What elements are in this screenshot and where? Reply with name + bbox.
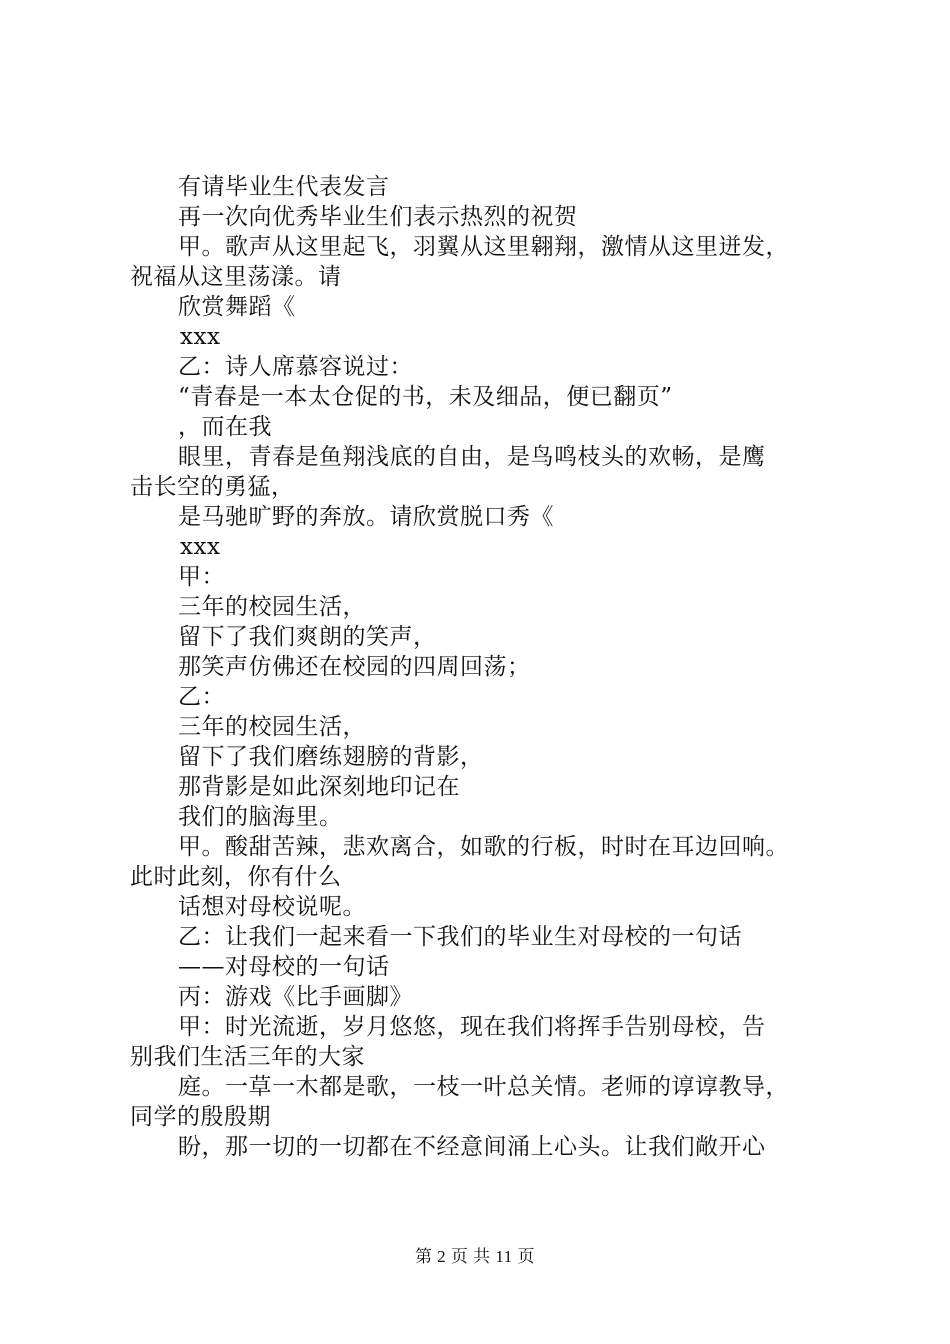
text-line: 甲：时光流逝，岁月悠悠，现在我们将挥手告别母校，告 [178, 1014, 766, 1040]
text-line: 那背影是如此深刻地印记在 [178, 774, 460, 800]
text-line: 甲。歌声从这里起飞，羽翼从这里翱翔，激情从这里迸发， [178, 234, 789, 260]
text-line: 我们的脑海里。 [178, 804, 343, 830]
text-line: 庭。一草一木都是歌，一枝一叶总关情。老师的谆谆教导， [178, 1074, 789, 1100]
text-line: ，而在我 [178, 414, 272, 440]
text-line: 别我们生活三年的大家 [130, 1044, 365, 1070]
text-line: xxx [180, 534, 221, 560]
text-line: 再一次向优秀毕业生们表示热烈的祝贺 [178, 204, 578, 230]
text-line: 留下了我们磨练翅膀的背影， [178, 744, 484, 770]
text-line: 丙：游戏《比手画脚》 [178, 984, 413, 1010]
text-line: 乙：让我们一起来看一下我们的毕业生对母校的一句话 [178, 924, 742, 950]
text-line: ——对母校的一句话 [178, 954, 390, 980]
text-line: 三年的校园生活， [178, 714, 366, 740]
text-line: 乙：诗人席慕容说过： [178, 354, 413, 380]
text-line: xxx [180, 324, 221, 350]
text-line: 甲： [178, 564, 225, 590]
text-line: 那笑声仿佛还在校园的四周回荡； [178, 654, 531, 680]
text-line: 眼里，青春是鱼翔浅底的自由，是鸟鸣枝头的欢畅，是鹰 [178, 444, 766, 470]
document-body [130, 172, 850, 1162]
text-line: 同学的殷殷期 [130, 1104, 271, 1130]
text-line: 盼，那一切的一切都在不经意间涌上心头。让我们敞开心 [178, 1134, 766, 1160]
page-number-footer: 第 2 页 共 11 页 [414, 1247, 536, 1266]
text-line: 甲。酸甜苦辣，悲欢离合，如歌的行板，时时在耳边回响。 [178, 834, 789, 860]
text-line: 击长空的勇猛， [130, 474, 295, 500]
text-line: 欣赏舞蹈《 [178, 294, 296, 320]
text-line: 是马驰旷野的奔放。请欣赏脱口秀《 [178, 504, 554, 530]
text-line: 有请毕业生代表发言 [178, 174, 390, 200]
text-line: 话想对母校说呢。 [178, 894, 366, 920]
text-line: 此时此刻，你有什么 [130, 864, 342, 890]
text-line: 留下了我们爽朗的笑声， [178, 624, 437, 650]
text-line: 祝福从这里荡漾。请 [130, 264, 342, 290]
text-line: 乙： [178, 684, 225, 710]
text-line: “青春是一本太仓促的书，未及细品，便已翻页” [178, 384, 673, 410]
text-line: 三年的校园生活， [178, 594, 366, 620]
